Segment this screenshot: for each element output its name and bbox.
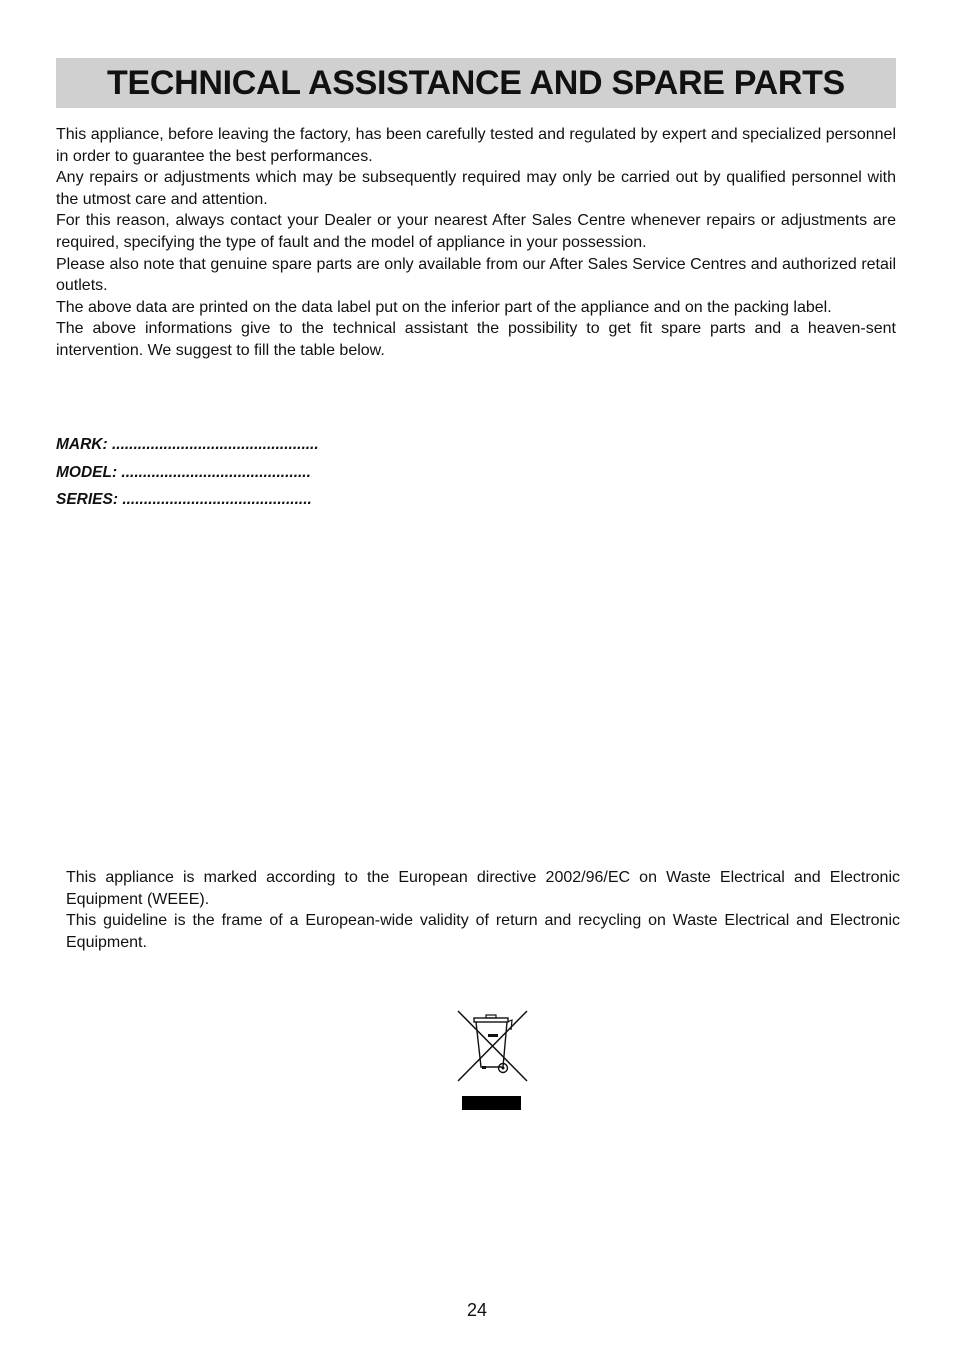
appliance-data-fields [56, 431, 456, 514]
title-bar [56, 58, 896, 108]
intro-paragraph: This appliance, before leaving the factory, has been carefully tested and regulated by expert and specialized personnel in order to guarantee the best performances. [56, 126, 896, 165]
intro-paragraph: The above informations give to the technical assistant the possibility to get fit spare parts and a heaven-sent intervention. We suggest to fill the table below. [56, 320, 896, 359]
mark-field: MARK: ................................................ [56, 436, 319, 453]
intro-paragraph: For this reason, always contact your Dealer or your nearest After Sales Centre whenever repairs or adjustments are required, specifying the type of fault and the model of appliance in your possession. [56, 212, 896, 251]
weee-paragraph: This appliance is marked according to the European directive 2002/96/EC on Waste Electrical and Electronic Equipment (WEEE). [66, 869, 900, 908]
crossed-out-wheelie-bin-icon [455, 1008, 530, 1112]
intro-section [56, 124, 896, 362]
intro-paragraph: Please also note that genuine spare parts are only available from our After Sales Service Centres and authorized retail outlets. [56, 255, 896, 295]
model-field: MODEL: ............................................ [56, 463, 311, 481]
intro-paragraph: Any repairs or adjustments which may be subsequently required may only be carried out by qualified personnel with the utmost care and attention. [56, 169, 896, 208]
page-title: TECHNICAL ASSISTANCE AND SPARE PARTS [107, 63, 845, 102]
series-field: SERIES: ............................................ [56, 491, 312, 508]
page-number: 24 [466, 1300, 488, 1320]
weee-paragraph: This guideline is the frame of a European-wide validity of return and recycling on Waste Electrical and Electronic Equipment. [66, 912, 900, 951]
intro-paragraph: The above data are printed on the data label put on the inferior part of the appliance and on the packing label. [56, 298, 832, 316]
weee-section [66, 867, 900, 953]
